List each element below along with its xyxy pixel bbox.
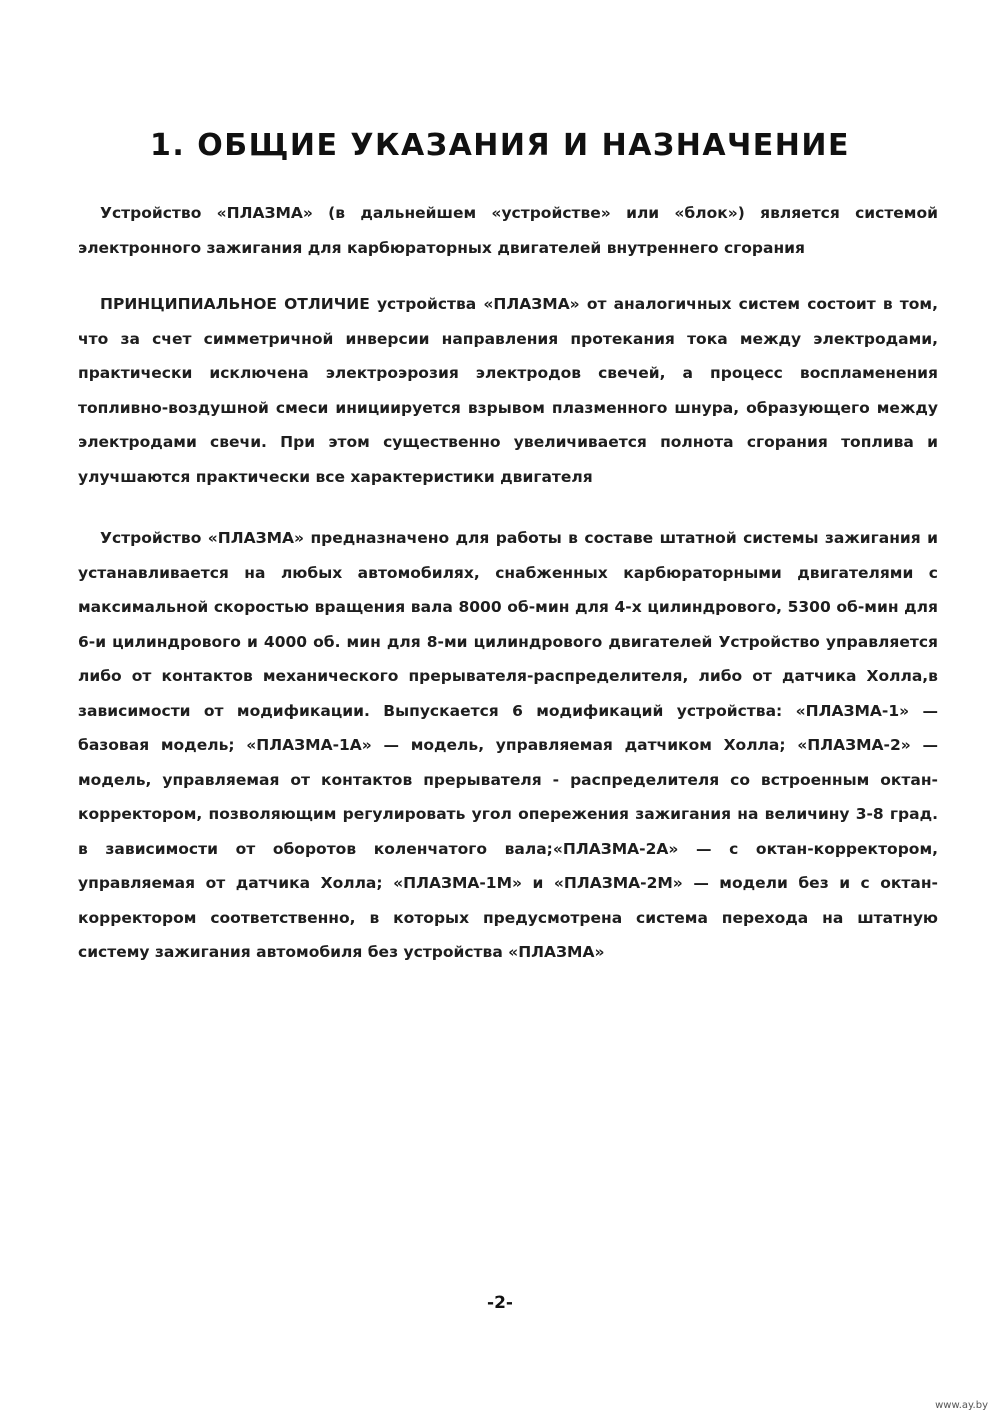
page-number: -2- [487, 1293, 513, 1313]
section-title: 1. ОБЩИЕ УКАЗАНИЯ И НАЗНАЧЕНИЕ [149, 128, 851, 163]
paragraph-principal-difference: ПРИНЦИПИАЛЬНОЕ ОТЛИЧИЕ устройства «ПЛАЗМА» от аналогичных систем состоит в том, что за счет симметричной инверсии направления протекания тока между электродами, практически исключена электроэрозия электродов свечей, а процесс воспламенения топливно-воздушной смеси инициируется взрывом плазменного шнура, образующего между электродами свечи. При этом существенно увеличивается полнота сгорания топлива и улучшаются практически все характеристики двигателя [78, 295, 938, 486]
source-watermark: www.ay.by [935, 1400, 988, 1411]
paragraph-purpose-and-modifications: Устройство «ПЛАЗМА» предназначено для работы в составе штатной системы зажигания и устанавливается на любых автомобилях, снабженных карбюраторными двигателями с максимальной скоростью вращения вала 8000 об-мин для 4-х цилиндрового, 5300 об-мин для 6-и цилиндрового и 4000 об. мин для 8-ми цилиндрового двигателей Устройство управляется либо от контактов механического прерывателя-распределителя, либо от датчика Холла,в зависимости от модификации. Выпускается 6 модификаций устройства: «ПЛАЗМА-1» — базовая модель; «ПЛАЗМА-1А» — модель, управляемая датчиком Холла; «ПЛАЗМА-2» — модель, управляемая от контактов прерывателя - распределителя со встроенным октан-корректором, позволяющим регулировать угол опережения зажигания на величину 3-8 град. в зависимости от оборотов коленчатого вала;«ПЛАЗМА-2А» — с октан-корректором, управляемая от датчика Холла; «ПЛАЗМА-1М» и «ПЛАЗМА-2М» — модели без и с октан-корректором соответственно, в которых предусмотрена система перехода на штатную систему зажигания автомобиля без устройства «ПЛАЗМА» [78, 529, 938, 961]
paragraph-definition: Устройство «ПЛАЗМА» (в дальнейшем «устройстве» или «блок») является системой электронного зажигания для карбюраторных двигателей внутреннего сгорания [78, 204, 938, 257]
